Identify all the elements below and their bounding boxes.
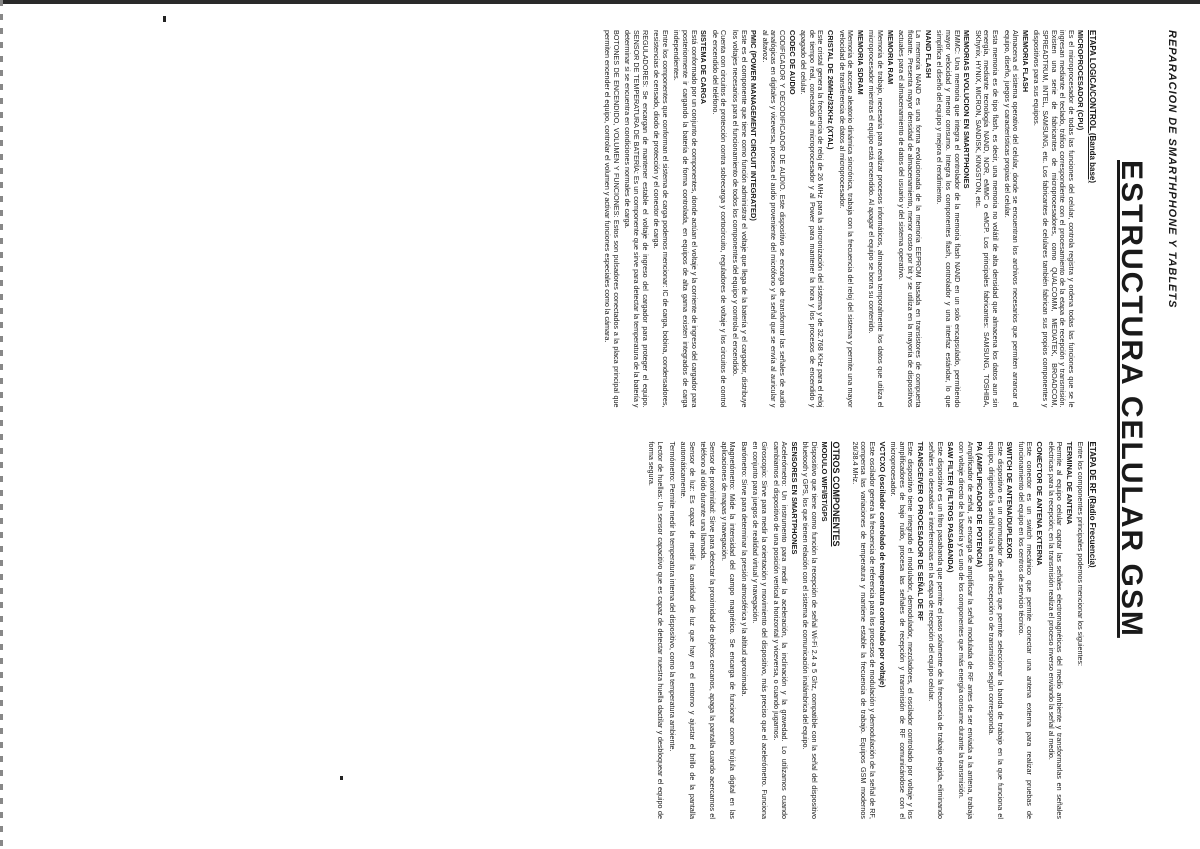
paragraph: La memoria NAND es una forma evolucionada de la memoria EEPROM basada en transistores de compuerta flotante. Presenta mayor densidad de almacenamiento, menor costo por bit y se utiliza en la mayoría de dispositivos actuales para el almacenamiento de datos del usuario y del sistema operativo. — [897, 30, 924, 408]
subheading: SAW FILTER (FILTROS PASABANDA) — [945, 441, 955, 573]
paragraph: Este dispositivo es un filtro pasabanda que permite el paso solamente de la frecuencia de trabajo elegida, eliminando señales no deseadas e interferencias en la etapa de recepción del equipo celular. — [927, 441, 946, 819]
paragraph: Este cristal genera la frecuencia de reloj de 26 MHz para la sincronización del sistema y de 32.768 KHz para el reloj de tiempo real, conectado al microprocesador y al Power para mantener la hora y los procesos de encendido y apagado del celular. — [799, 30, 826, 408]
paragraph: Dispositivo que tiene como función la recepción de señal Wi-Fi 2.4 a 5 Ghz, compatible con la señal del dispositivo bluetooth y GPS, los que tienen relación con el sistema de comunicación inalámbrica del equipo. — [801, 441, 819, 819]
text-columns — [600, 30, 1100, 819]
paragraph: Está conformado por un conjunto de componentes, donde actúan el voltaje y la corriente de ingreso del cargador para posteriormente ir cargando la batería de forma controlada, en equipos de alta gama existen integrados de carga independientes. — [672, 30, 699, 408]
paragraph: CODIFICADOR Y DECODIFICADOR DE AUDIO. Este dispositivo se encarga de transformar las señales de audio analógicas en digitales y viceversa, procesa el audio proveniente del micrófono y la señal que se envía al auricular y al altavoz. — [760, 30, 787, 408]
subheading: CRISTAL DE 26MHz/32KHz (XTAL) — [825, 30, 835, 150]
paragraph: Sensor de luz: Es capaz de medir la cantidad de luz que hay en el entorno y ajustar el brillo de la pantalla automáticamente. — [679, 441, 697, 819]
paragraph: BOTONES DE ENCENDIDO, VOLUMEN Y FUNCIONES: Estos son pulsadores conectados a la placa principal que permiten encender el equipo, controlar el volumen y activar funciones especiales como la cámara. — [603, 30, 621, 408]
paragraph: REGULADORES: Se encargan de mantener estable el voltaje de ingreso del cargador para proteger el equipo. SENSOR DE TEMPERATURA DE BATERÍA: Es un componente que sirve para detectar la temperatura de la batería y determinar si se encuentra en condiciones normales de carga. — [623, 30, 650, 408]
paragraph: Giroscopio: Sirve para medir la orientación y movimiento del dispositivo, más preciso que el acelerómetro. Funciona en conjunto para juegos de realidad virtual y navegación. — [751, 441, 769, 819]
subheading: MEMORIA RAM — [885, 30, 895, 85]
paragraph: Memoria de trabajo, necesaria para realizar procesos informáticos, almacena temporalmente los datos que utiliza el microprocesador mientras el equipo está encendido. Al apagar el equipo se borra su contenido. — [867, 30, 885, 408]
paragraph: Este es el componente que tiene como función administrar el voltaje que llega de la batería y el cargador, distribuye los voltajes necesarios para el funcionamiento de todos los componentes del equipo y controla el encendido. — [731, 30, 749, 408]
paragraph: Memoria de acceso aleatorio dinámica sincrónica, trabaja con la frecuencia del reloj del sistema y permite una mayor velocidad de transferencia de datos al microprocesador. — [837, 30, 856, 408]
paragraph: Este conector es un switch mecánico que permite conectar una antena externa para realizar pruebas de funcionamiento del equipo en los centros de servicio técnico. — [1016, 441, 1035, 819]
paragraph: Este dispositivo tiene integrado el modulador, demodulador, mezcladores, el oscilador controlado por voltaje y los amplificadores de bajo ruido, procesa las señales de recepción y transmisión de RF comunicándose con el microprocesador. — [889, 441, 916, 819]
subheading: CONECTOR DE ANTENA EXTERNA — [1035, 441, 1045, 566]
paragraph: Barómetro: Sirve para determinar la presión atmosférica y la altitud aproximada. — [739, 441, 749, 697]
subheading: CODEC DE AUDIO — [787, 30, 797, 95]
paragraph: Entre los componentes principales podemos mencionar los siguientes: — [1076, 441, 1086, 667]
paragraph: Acelerómetro: Un instrumento para medir la aceleración, la inclinación y la gravedad. Lo utilizamos cuando cambiamos el dispositivo de una posición vertical a horizontal y viceversa, o cuando jugamos. — [771, 441, 790, 819]
paragraph: Termómetro: Permite medir la temperatura interna del dispositivo, como la temperatura ambiente. — [667, 441, 677, 752]
subheading: TRANSCEIVER O PROCESADOR DE SEÑAL DE RF — [915, 441, 925, 621]
section-heading: ETAPA LOGICA/CONTROL (Banda base) — [1088, 30, 1097, 184]
subheading: VCTCXO (oscilador controlado de temperatura controlado por voltaje) — [877, 441, 887, 688]
subheading: TERMINAL DE ANTENA — [1064, 441, 1074, 525]
subheading: SISTEMA DE CARGA — [699, 30, 709, 105]
paragraph: Magnetómetro: Mide la intensidad del campo magnético. Se encarga de funcionar como brújula digital en las aplicaciones de mapas y navegación. — [719, 441, 738, 819]
paragraph: Permite al equipo celular captar las señales electromagnéticas del medio ambiente y transformarlas en señales eléctricas para la recepción; en la transmisión realiza el proceso inverso enviando la señal al medio. — [1046, 441, 1065, 819]
right-column — [600, 442, 1100, 820]
paragraph: Esta memoria es de tipo flash, es decir, una memoria no volátil de alta densidad que almacena los datos aun sin energía, mediante tecnología NAND, NOR, eMMC o eMCP. Los principales fabricantes: SAMSUNG, TOSHIBA, SKhynix, HYNIX, MICRON, SANDISK, KINGSTON, etc. — [973, 30, 1001, 408]
paragraph: Almacena el sistema operativo del celular, donde se encuentran los archivos necesarios que permiten arrancar el equipo, diseño, juegos y características propias del celular. — [1002, 30, 1021, 408]
paragraph: Entre los componentes que conforman el sistema de carga podemos mencionar: IC de carga, bobina, condensadores, resistencias de censado, diodo de protección y el conector de carga. — [652, 30, 670, 408]
subheading: MEMORIA FLASH — [1020, 30, 1030, 93]
paragraph: Este oscilador genera la frecuencia de referencia para los procesos de modulación y demodulación de la señal de RF, compensa las variaciones de temperatura y mantiene estable la frecuencia de trabajo. Equipos GSM modernos 26/38.4 MHz. — [850, 441, 877, 819]
subheading: PA (AMPLIFICADOR DE POTENCIA) — [975, 441, 985, 568]
paragraph: Es el microprocesador de todas las funciones del celular, controla registra y ordena todas las funciones que se le ingresan mediante el teclado, tráfico correspondiente con el procesamiento de la etapa de recepción y transmisión. Existen una serie de fabricantes de microprocesadores, como QUALCOMM, MEDIATEK, BROADCOM, SPREADTRUM, INTEL, SAMSUNG, etc. Los fabricantes de celulares también fabrican sus propios componentes y dispositivos para sus equipos. — [1032, 30, 1076, 408]
left-column — [600, 30, 1100, 408]
subheading: NAND FLASH — [923, 30, 933, 79]
subheading: PMIC (POWER MANAGEMENT CIRCUIT INTEGRATED) — [749, 30, 759, 221]
subheading: SWITCH DE ANTENA/DUPLEXOR — [1005, 441, 1015, 559]
subheading: MICROPROCESADOR (CPU) — [1076, 30, 1086, 131]
paragraph: EMMC: Una memoria que integra el controlador de la memoria flash NAND en un solo encapsulado, permitiendo mayor velocidad y menor consumo. Integra los componentes flash, controlador y una interfaz estándar, lo que simplifica el diseño del equipo y mejora el rendimiento. — [935, 30, 962, 408]
subheading: MEMORIAS EVOLUCION EN SMARTPHONES — [962, 30, 972, 189]
section-heading: OTROS COMPONENTES — [831, 441, 842, 547]
paragraph: Cuenta con circuitos de protección contra sobrecarga y cortocircuito, reguladores de voltaje y los circuitos de control de encendido del teléfono. — [710, 30, 729, 408]
section-heading: ETAPA DE RF (Radio Frecuencia) — [1088, 441, 1097, 568]
paragraph: Amplificador de señal, se encarga de amplificar la señal modulada de RF antes de ser enviada a la antena, trabaja con voltaje directo de la batería y es uno de los componentes que más energía consume durante la transmisión. — [957, 441, 975, 819]
paragraph: Sensor de proximidad: Sirve para detectar la proximidad de objetos cercanos, apaga la pantalla cuando acercamos el teléfono al oído durante una llamada. — [699, 441, 718, 819]
page-header: REPARACION DE SMARTHPHONE Y TABLETS — [1166, 30, 1178, 309]
page-title: ESTRUCTURA CELULAR GSM — [1115, 160, 1148, 638]
subheading: SENSORES EN SMARTPHONES — [789, 441, 799, 555]
subheading: MEMORIA SDRAM — [855, 30, 865, 95]
subheading: MODULO WIFI/BT/GPS — [819, 441, 829, 522]
paragraph: Este dispositivo es un conmutador de señales que permite seleccionar la banda de trabajo en la que funciona el equipo, dirigiendo la señal hacia la etapa de recepción o de transmisión según corresponda. — [987, 441, 1005, 819]
paragraph: Lector de huellas: Un sensor capacitivo que es capaz de detectar nuestra huella dactilar y desbloquear el equipo de forma segura. — [647, 441, 666, 819]
